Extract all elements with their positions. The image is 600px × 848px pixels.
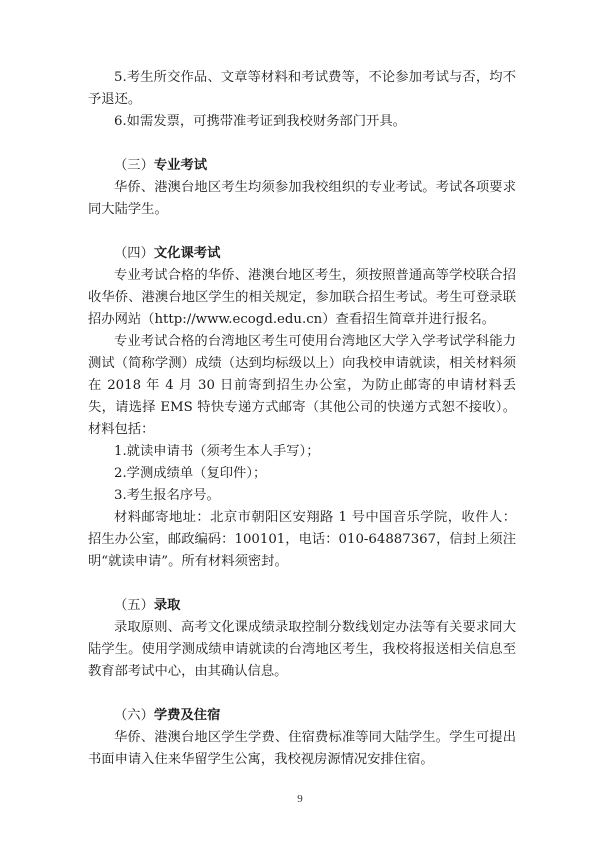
section-number: （四） [114,246,154,261]
section-heading [88,705,516,727]
section-heading [88,595,516,617]
paragraph: 录取原则、高考文化课成绩录取控制分数线划定办法等有关要求同大陆学生。使用学测成绩申请就读的台湾地区考生，我校将报送相关信息至教育部考试中心，由其确认信息。 [88,620,516,679]
document-body [88,67,516,771]
section-number: （六） [114,708,154,723]
mailing-address-paragraph: 材料邮寄地址：北京市朝阳区安翔路 1 号中国音乐学院，收件人：招生办公室，邮政编码：100101，电话：010-64887367，信封上须注明“就读申请”。所有材料须密封。 [88,510,516,569]
section-heading [88,243,516,265]
section-title: 专业考试 [153,158,208,173]
section-title: 录取 [153,598,181,613]
section-title: 文化课考试 [153,246,221,261]
paragraph: 专业考试合格的华侨、港澳台地区考生，须按照普通高等学校联合招收华侨、港澳台地区学生的相关规定，参加联合招生考试。考生可登录联招办网站（http://www.ecogd.edu.cn）查看招生简章并进行报名。 [88,268,516,327]
paragraph-item-5: 5.考生所交作品、文章等材料和考试费等，不论参加考试与否，均不予退还。 [88,70,516,107]
section-admission [88,595,516,683]
section-heading [88,155,516,177]
paragraph: 华侨、港澳台地区学生学费、住宿费标准等同大陆学生。学生可提出书面申请入住来华留学生公寓，我校视房源情况安排住宿。 [88,730,516,767]
section-tuition-housing [88,705,516,771]
page-number: 9 [297,793,303,805]
paragraph-item-6: 6.如需发票，可携带准考证到我校财务部门开具。 [114,114,406,129]
paragraph: 华侨、港澳台地区考生均须参加我校组织的专业考试。考试各项要求同大陆学生。 [88,180,516,217]
section-culture-exam [88,243,516,573]
section-number: （五） [114,598,154,613]
list-item: 2.学测成绩单（复印件）； [114,466,267,481]
list-item: 3.考生报名序号。 [114,488,220,503]
section-professional-exam [88,155,516,221]
list-item: 1.就读申请书（须考生本人手写）； [114,444,320,459]
section-number: （三） [114,158,154,173]
section-title: 学费及住宿 [153,708,221,723]
paragraph: 专业考试合格的台湾地区考生可使用台湾地区大学入学考试学科能力测试（简称学测）成绩（达到均标级以上）向我校申请就读，相关材料须在 2018 年 4 月 30 日前寄到招生办公室，为防止邮寄的申请材料丢失，请选择 EMS 特快专递方式邮寄（其他公司的快递方式恕不接收）。材料包括： [88,334,516,437]
